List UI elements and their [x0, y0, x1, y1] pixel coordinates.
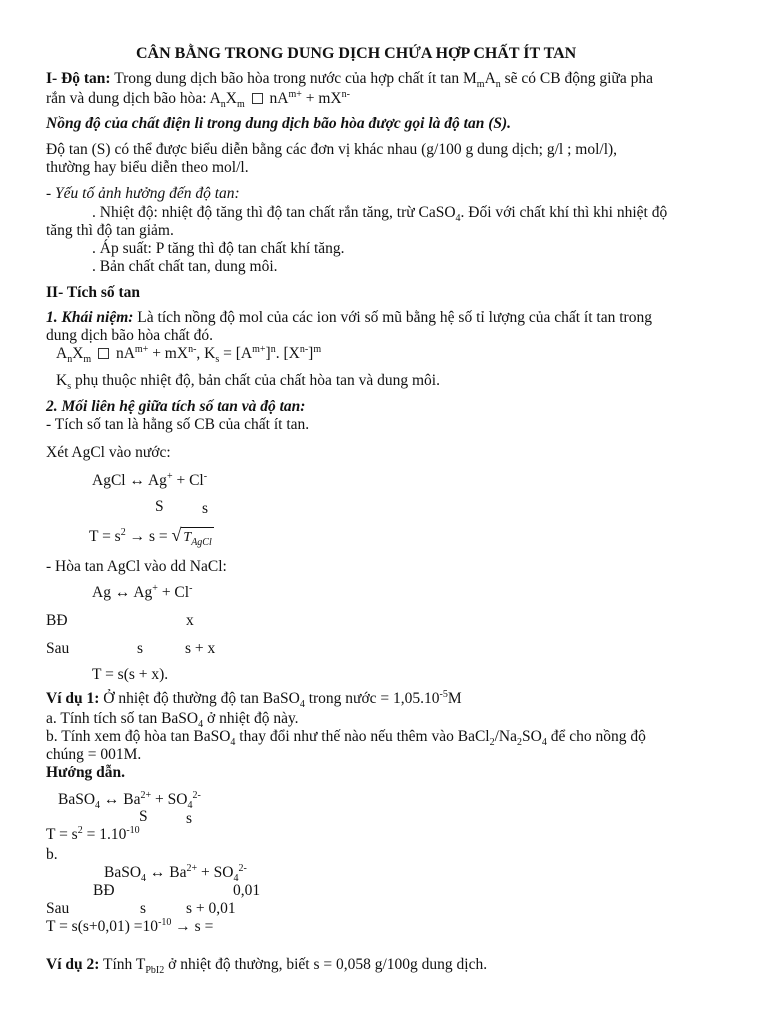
relation-text: - Tích số tan là hằng số CB của chất ít tan. — [46, 416, 310, 433]
factor-temperature-line1: . Nhiệt độ: nhiệt độ tăng thì độ tan chất rắn tăng, trừ CaSO$_4$. Đối với chất khí thì khi nhiệt độ — [92, 204, 668, 225]
document-title: CÂN BẰNG TRONG DUNG DỊCH CHỨA HỢP CHẤT ÍT TAN — [136, 45, 577, 62]
section-1-heading: I- Độ tan: — [46, 70, 111, 87]
sqrt-icon: √ — [171, 525, 182, 545]
baso4-sau-label: Sau — [46, 900, 70, 917]
example-2-line: Ví dụ 2: Tính $T_{PbI2}$ ở nhiệt độ thường, biết s = 0,058 g/100g dung dịch. — [46, 956, 488, 977]
nacl-intro: - Hòa tan AgCl vào dd NaCl: — [46, 558, 227, 575]
nacl-sau-s: s — [137, 640, 144, 657]
solubility-definition: Nồng độ của chất điện li trong dung dịch bão hòa được gọi là độ tan (S). — [46, 115, 512, 132]
agcl-s: s — [202, 500, 209, 517]
concept-line2: dung dịch bão hòa chất đó. — [46, 327, 214, 344]
factor-temperature-line2: tăng thì độ tan giảm. — [46, 222, 174, 239]
baso4-sau-value: s + 0,01 — [186, 900, 236, 917]
example-1-question-b-line2: chúng = 001M. — [46, 746, 142, 763]
baso4-sau-s: s — [140, 900, 147, 917]
baso4-equation-b: BaSO$_4$ ↔ $Ba^{2+} + SO_4^{2-}$ — [104, 862, 247, 885]
baso4-s: s — [186, 810, 193, 827]
guide-heading: Hướng dẫn. — [46, 764, 126, 781]
solubility-intro-line1: I- Độ tan: Trong dung dịch bão hòa trong nước của hợp chất ít $\tan M_mA_n$ sẽ có CB động giữa pha — [46, 70, 653, 91]
baso4-T-b: $T = s(s+0,01) =10^{-10} \to s$ = — [46, 916, 214, 935]
nacl-T-equation: T = s(s + x). — [92, 666, 169, 683]
example-2-label: Ví dụ 2: — [46, 956, 100, 973]
nacl-sau-s-plus-x: s + x — [185, 640, 216, 657]
solubility-intro-line2: rắn và dung dịch bão hòa: $A_nX_m$ $nA^{m+} + mX^{n-}$ — [46, 88, 350, 111]
concept-line1: 1. Khái niệm: Là tích nồng độ mol của các ion với số mũ bằng hệ số tỉ lượng của chất ít tan trong — [46, 309, 652, 326]
baso4-equation: BaSO$_4$ ↔ $Ba^{2+} + SO_4^{2-}$ — [58, 789, 201, 812]
baso4-bd-label: BĐ — [93, 882, 115, 899]
factor-nature: . Bản chất chất tan, dung môi. — [92, 258, 278, 275]
solubility-units-line2: thường hay biểu diễn theo mol/l. — [46, 159, 249, 176]
agcl-equation: AgCl ↔ Ag+ + Cl- — [92, 470, 208, 489]
baso4-bd-value: 0,01 — [233, 882, 261, 899]
equilibrium-arrow-icon — [252, 93, 263, 104]
agcl-T-equation: $T = s^2 \to s$ = √ $T_{AgCl}$ — [89, 525, 212, 548]
concept-label: 1. Khái niệm: — [46, 309, 134, 326]
solubility-units-line1: Độ tan (S) có thể được biểu diễn bằng các đơn vị khác nhau (g/100 g dung dịch; g/l ; mol/l), — [46, 141, 618, 158]
baso4-S: S — [139, 808, 148, 825]
ks-dependence: $K_s$ phụ thuộc nhiệt độ, bản chất của chất hòa tan và dung môi. — [56, 372, 440, 393]
factor-pressure: . Áp suất: P tăng thì độ tan chất khí tăng. — [92, 240, 345, 257]
ks-equation: $A_nX_m$ $nA^{m+} + mX^{n-}$, $K_s = [A^{m+}]^n$. $[X^{n-}]^m$ — [56, 343, 322, 366]
relation-heading: 2. Mối liên hệ giữa tích số tan và độ tan: — [46, 398, 306, 415]
nacl-bd-label: BĐ — [46, 612, 68, 629]
agcl-intro: Xét AgCl vào nước: — [46, 444, 171, 461]
agcl-S: S — [155, 498, 164, 515]
nacl-bd-x: x — [186, 612, 194, 629]
example-1-question-a: a. Tính tích số tan BaSO$_4$ ở nhiệt độ này. — [46, 710, 299, 731]
example-1-question-b-line1: b. Tính xem độ hòa tan BaSO$_4$ thay đổi như thế nào nếu thêm vào $BaCl_2/Na_2SO_4$ để cho nồng độ — [46, 728, 646, 749]
section-2-heading: II- Tích số tan — [46, 284, 141, 301]
part-b-label: b. — [46, 846, 58, 863]
baso4-T: $T = s^2 = 1.10^{-10}$ — [46, 824, 140, 843]
example-1-label: Ví dụ 1: — [46, 690, 100, 707]
equilibrium-arrow-icon — [98, 348, 109, 359]
nacl-sau-label: Sau — [46, 640, 70, 657]
example-1-line: Ví dụ 1: Ở nhiệt độ thường độ tan BaSO$_4$ trong nước = $1,05.10^{-5}M$ — [46, 688, 462, 711]
factors-heading: - Yếu tố ảnh hưởng đến độ tan: — [46, 185, 240, 202]
nacl-equation: Ag ↔ Ag+ + Cl- — [92, 582, 193, 601]
